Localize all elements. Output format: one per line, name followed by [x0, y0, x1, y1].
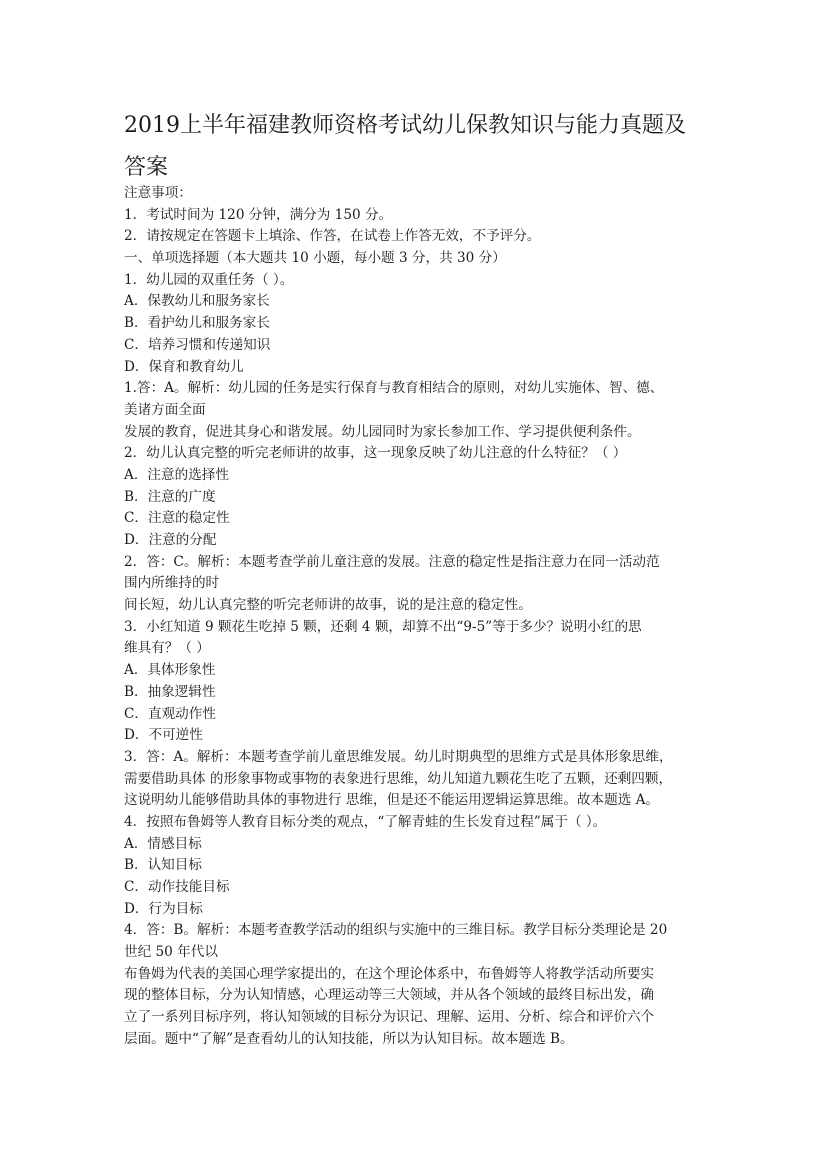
notice-heading: 注意事项： — [124, 185, 192, 201]
answer-1: 发展的教育，促进其身心和谐发展。幼儿园同时为家长参加工作、学习提供便利条件。 — [124, 423, 641, 440]
question-1-option: C．培养习惯和传递知识 — [124, 336, 271, 353]
question-4: 4．按照布鲁姆等人教育目标分类的观点，“了解青蛙的生长发育过程”属于（ ）。 — [124, 813, 607, 830]
question-3-option: A．具体形象性 — [124, 662, 216, 679]
question-3-option: C．直观动作性 — [124, 705, 216, 722]
question-2-option: D．注意的分配 — [124, 532, 217, 548]
answer-4: 4．答：B。解析：本题考查教学活动的组织与实施中的三维目标。教学目标分类理论是 20 — [124, 922, 668, 939]
answer-3: 3．答：A。解析：本题考查学前儿童思维发展。幼儿时期典型的思维方式是具体形象思维， — [124, 748, 673, 765]
answer-4: 布鲁姆为代表的美国心理学家提出的，在这个理论体系中，布鲁姆等人将教学活动所要实 — [124, 965, 655, 982]
answer-2: 围内所维持的时 — [124, 575, 220, 592]
question-2-option: B．注意的广度 — [124, 488, 216, 505]
question-3: 3．小红知道 9 颗花生吃掉 5 颗，还剩 4 颗，却算不出“9-5”等于多少？说明小红的思 — [124, 618, 642, 635]
document-body — [124, 183, 724, 1051]
answer-1: 1.答：A。解析：幼儿园的任务是实行保育与教育相结合的原则，对幼儿实施体、智、德、 — [124, 380, 664, 397]
question-2-option: A．注意的选择性 — [124, 466, 229, 483]
question-4-option: A．情感目标 — [124, 835, 202, 852]
question-4-option: C．动作技能目标 — [124, 879, 230, 895]
answer-4: 现的整体目标，分为认知情感，心理运动等三大领域，并从各个领域的最终目标出发，确 — [124, 987, 655, 1004]
section-heading: 一、单项选择题（本大题共 10 小题，每小题 3 分，共 30 分） — [124, 250, 506, 267]
answer-3: 这说明幼儿能够借助具体的事物进行 思维，但是还不能运用逻辑运算思维。故本题选 A。 — [124, 792, 660, 809]
answer-2: 2．答：C。解析：本题考查学前儿童注意的发展。注意的稳定性是指注意力在同一活动范 — [124, 553, 660, 570]
answer-4: 世纪 50 年代以 — [124, 944, 218, 961]
question-1-option: A．保教幼儿和服务家长 — [124, 293, 270, 310]
question-4-option: D．行为目标 — [124, 900, 203, 917]
question-3-option: D．不可逆性 — [124, 727, 203, 744]
answer-2: 间长短，幼儿认真完整的听完老师讲的故事，说的是注意的稳定性。 — [124, 597, 532, 614]
question-1: 1．幼儿园的双重任务（ ）。 — [124, 271, 294, 288]
question-3: 维具有？（ ） — [124, 640, 210, 657]
question-4-option: B．认知目标 — [124, 857, 202, 874]
question-3-option: B．抽象逻辑性 — [124, 683, 216, 700]
answer-1: 美诸方面全面 — [124, 401, 206, 418]
question-1-option: B．看护幼儿和服务家长 — [124, 315, 270, 332]
notice-item: 2．请按规定在答题卡上填涂、作答，在试卷上作答无效，不予评分。 — [124, 228, 541, 245]
answer-4: 层面。题中“了解”是查看幼儿的认知技能，所以为认知目标。故本题选 B。 — [124, 1030, 574, 1047]
question-2: 2．幼儿认真完整的听完老师讲的故事，这一现象反映了幼儿注意的什么特征？（ ） — [124, 445, 627, 462]
question-2-option: C．注意的稳定性 — [124, 510, 230, 527]
answer-3: 需要借助具体 的形象事物或事物的表象进行思维，幼儿知道九颗花生吃了五颗，还剩四颗， — [124, 770, 673, 787]
notice-item: 1．考试时间为 120 分钟，满分为 150 分。 — [124, 206, 393, 223]
document-title-line-2: 答案 — [124, 155, 169, 180]
answer-4: 立了一系列目标序列，将认知领域的目标分为识记、理解、运用、分析、综合和评价六个 — [124, 1009, 655, 1026]
document-title-line-1: 2019上半年福建教师资格考试幼儿保教知识与能力真题及 — [124, 113, 686, 138]
question-1-option: D．保育和教育幼儿 — [124, 358, 244, 375]
